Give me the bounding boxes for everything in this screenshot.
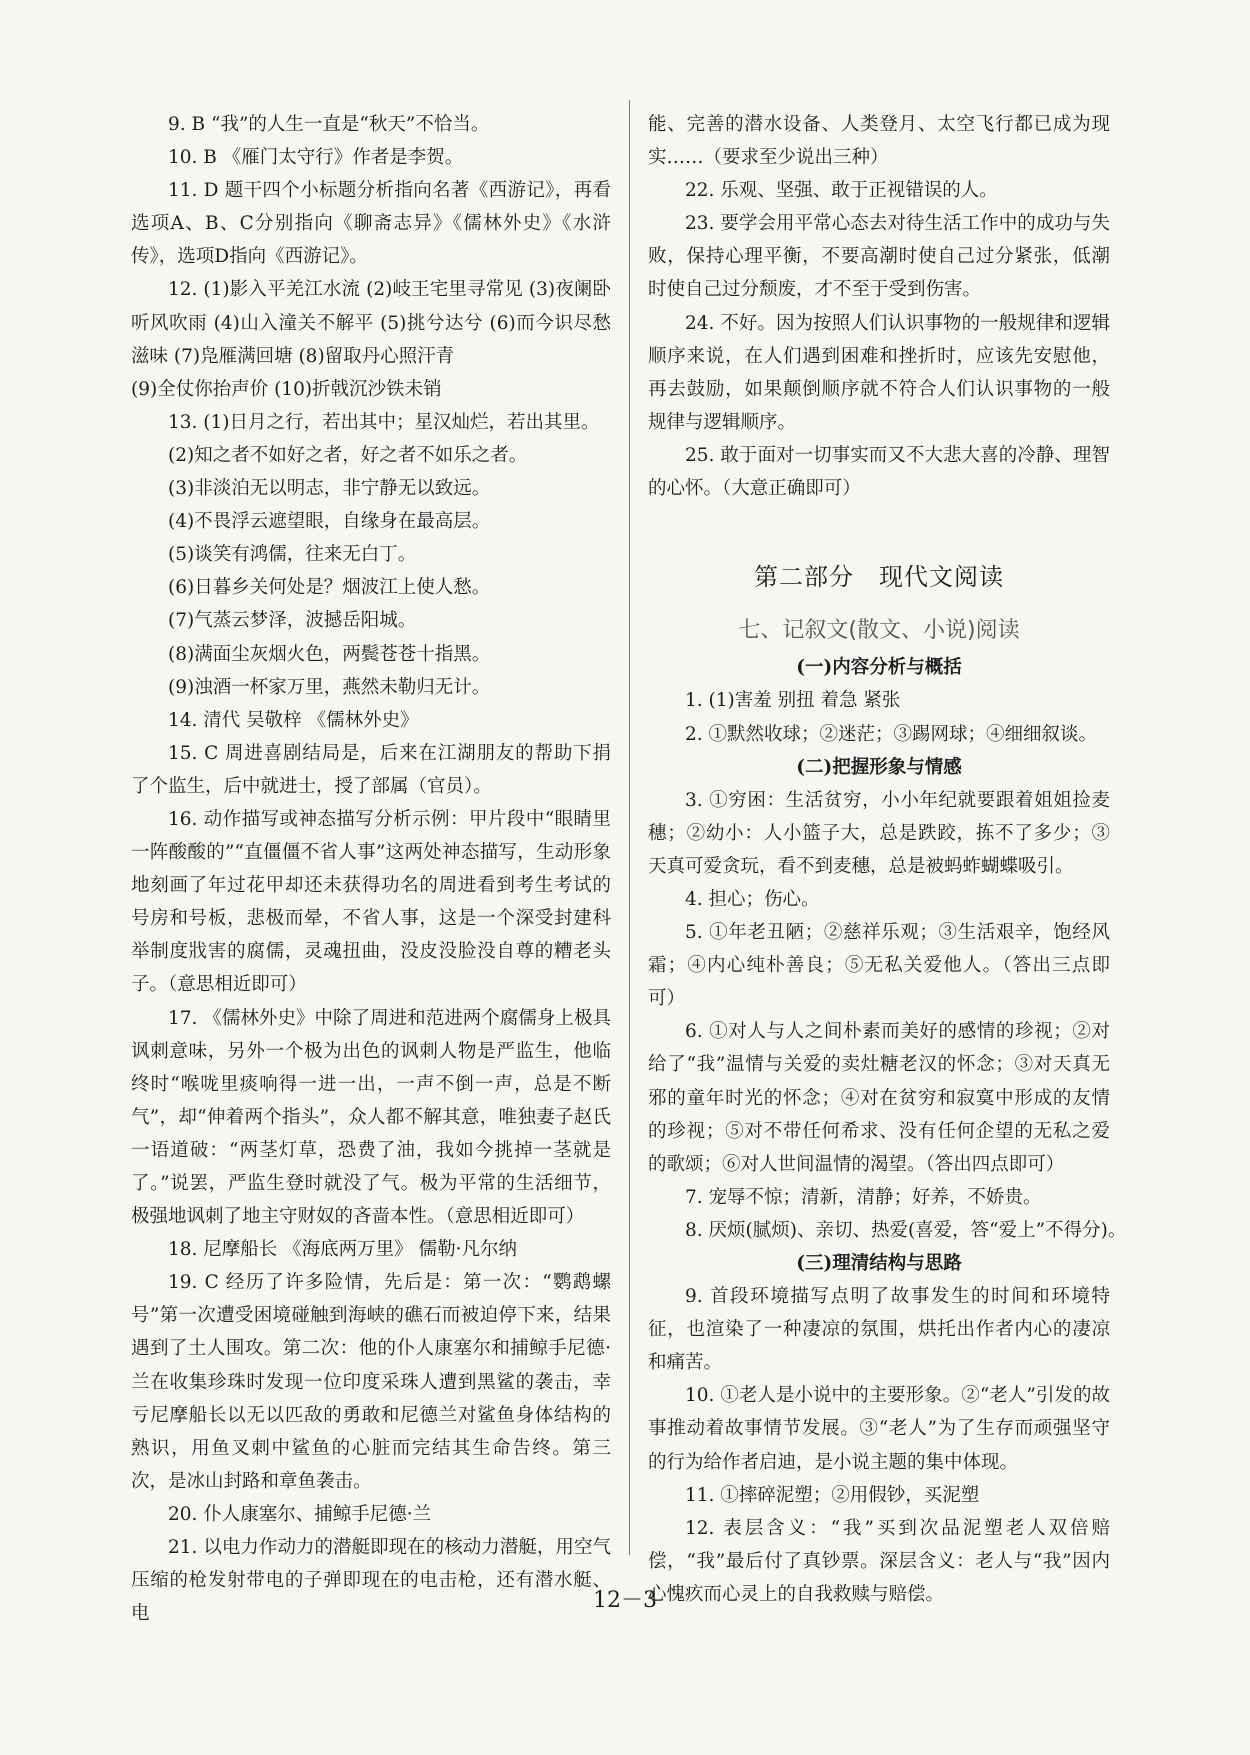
answer-paragraph: 12. (1)影入平羌江水流 (2)岐王宅里寻常见 (3)夜阑卧听风吹雨 (4)山入潼关不解平 (5)挑兮达兮 (6)而今识尽愁滋味 (7)凫雁满回塘 (8)留取丹心照汗青 xyxy=(131,279,611,367)
answer-paragraph: 22. 乐观、坚强、敢于正视错误的人。 xyxy=(685,180,998,202)
answer-paragraph: 9. 首段环境描写点明了故事发生的时间和环境特征，也渲染了一种凄凉的氛围，烘托出作者内心的凄凉和痛苦。 xyxy=(648,1286,1110,1374)
answer-paragraph: 2. ①默然收球；②迷茫；③踢网球；④细细叙谈。 xyxy=(685,723,1098,745)
answer-paragraph: 能、完善的潜水设备、人类登月、太空飞行都已成为现实……（要求至少说出三种） xyxy=(648,114,1110,169)
answer-paragraph: (4)不畏浮云遮望眼，自缘身在最高层。 xyxy=(168,511,491,533)
answer-paragraph: (5)谈笑有鸿儒，往来无白丁。 xyxy=(168,544,417,566)
column-divider xyxy=(629,100,630,1555)
answer-paragraph: 10. ①老人是小说中的主要形象。②“老人”引发的故事推动着故事情节发展。③“老人”为了生存而顽强坚守的行为给作者启迪，是小说主题的集中体现。 xyxy=(648,1385,1110,1473)
answer-paragraph: 18. 尼摩船长 《海底两万里》 儒勒·凡尔纳 xyxy=(168,1239,517,1261)
answer-paragraph: 13. (1)日月之行，若出其中；星汉灿烂，若出其里。 xyxy=(168,411,600,433)
answer-paragraph: 17. 《儒林外史》中除了周进和范进两个腐儒身上极具讽刺意味，另外一个极为出色的讽刺人物是严监生，他临终时“喉咙里痰响得一进一出，一声不倒一声，总是不断气”，却“伸着两个指头”，众人都不解其意，唯独妻子赵氏一语道破：“两茎灯草，恐费了油，我如今挑掉一茎就是了。”说罢，严监生登时就没了气。极为平常的生活细节，极强地讽刺了地主守财奴的吝啬本性。（意思相近即可） xyxy=(131,1007,611,1228)
answer-paragraph: 4. 担心；伤心。 xyxy=(685,888,820,910)
answer-paragraph: 21. 以电力作动力的潜艇即现在的核动力潜艇，用空气压缩的枪发射带电的子弹即现在的电击枪，还有潜水艇、电 xyxy=(131,1537,611,1625)
answer-paragraph: 16. 动作描写或神态描写分析示例：甲片段中“眼睛里一阵酸酸的”“直僵僵不省人事”这两处神态描写，生动形象地刻画了年过花甲却还未获得功名的周进看到考生考试的号房和号板，悲极而晕，不省人事，这是一个深受封建科举制度戕害的腐儒，灵魂扭曲，没皮没脸没自尊的糟老头子。（意思相近即可） xyxy=(131,808,611,996)
answer-paragraph: 10. B 《雁门太守行》作者是李贺。 xyxy=(168,147,464,169)
answer-paragraph: 20. 仆人康塞尔、捕鲸手尼德·兰 xyxy=(168,1503,432,1525)
answer-paragraph: 6. ①对人与人之间朴素而美好的感情的珍视；②对给了“我”温情与关爱的卖灶糖老汉的怀念；③对天真无邪的童年时光的怀念；④对在贫穷和寂寞中形成的友情的珍视；⑤对不带任何希求、没有任何企望的无私之爱的歌颂；⑥对人世间温情的渴望。（答出四点即可） xyxy=(648,1021,1110,1175)
answer-paragraph: 3. ①穷困：生活贫穷，小小年纪就要跟着姐姐捡麦穗；②幼小：人小篮子大，总是跌跤，拣不了多少；③天真可爱贪玩，看不到麦穗，总是被蚂蚱蝴蝶吸引。 xyxy=(648,789,1110,877)
left-column xyxy=(131,108,611,1630)
page-number: 12－3 xyxy=(593,1588,657,1613)
answer-paragraph: 25. 敢于面对一切事实而又不大悲大喜的冷静、理智的心怀。（大意正确即可） xyxy=(648,444,1110,500)
subsection-title: (三)理清结构与思路 xyxy=(796,1253,962,1274)
answer-paragraph: 12. 表层含义：“我”买到次品泥塑老人双倍赔偿，“我”最后付了真钞票。深层含义：老人与“我”因内心愧疚而心灵上的自我救赎与赔偿。 xyxy=(648,1517,1110,1605)
answer-paragraph: 1. (1)害羞 别扭 着急 紧张 xyxy=(685,690,901,712)
answer-paragraph: 14. 清代 吴敬梓 《儒林外史》 xyxy=(168,709,419,731)
part-title: 第二部分 现代文阅读 xyxy=(754,563,1004,592)
answer-paragraph: 19. C 经历了许多险情，先后是：第一次：“鹦鹉螺号”第一次遭受困境碰触到海峡的礁石而被迫停下来，结果遇到了土人围攻。第二次：他的仆人康塞尔和捕鲸手尼德·兰在收集珍珠时发现一位印度采珠人遭到黑鲨的袭击，幸亏尼摩船长以无以匹敌的勇敢和尼德兰对鲨鱼身体结构的熟识，用鱼叉刺中鲨鱼的心脏而完结其生命告终。第三次，是冰山封路和章鱼袭击。 xyxy=(131,1272,611,1492)
answer-paragraph: 5. ①年老丑陋；②慈祥乐观；③生活艰辛，饱经风霜；④内心纯朴善良；⑤无私关爱他人。（答出三点即可） xyxy=(648,922,1110,1010)
answer-paragraph: 11. D 题干四个小标题分析指向名著《西游记》，再看选项A、B、C分别指向《聊斋志异》《儒林外史》《水浒传》，选项D指向《西游记》。 xyxy=(131,180,611,268)
answer-paragraph: (6)日暮乡关何处是？烟波江上使人愁。 xyxy=(168,577,491,599)
answer-paragraph: (9)浊酒一杯家万里，燕然未勒归无计。 xyxy=(168,676,491,698)
answer-paragraph: (3)非淡泊无以明志，非宁静无以致远。 xyxy=(168,478,491,500)
subsection-title: (一)内容分析与概括 xyxy=(796,657,962,679)
answer-paragraph: 15. C 周进喜剧结局是，后来在江湖朋友的帮助下捐了个监生，后中就进士，授了部属（官员）。 xyxy=(131,742,611,797)
answer-paragraph: 23. 要学会用平常心态去对待生活工作中的成功与失败，保持心理平衡，不要高潮时使自己过分紧张，低潮时使自己过分颓废，才不至于受到伤害。 xyxy=(648,213,1110,301)
answer-paragraph: (2)知之者不如好之者，好之者不如乐之者。 xyxy=(168,444,528,466)
answer-paragraph: (8)满面尘灰烟火色，两鬓苍苍十指黑。 xyxy=(168,643,491,665)
right-column xyxy=(648,108,1127,1611)
answer-paragraph: 7. 宠辱不惊；清新，清静；好养，不娇贵。 xyxy=(685,1186,1042,1208)
answer-paragraph: 8. 厌烦(腻烦)、亲切、热爱(喜爱，答“爱上”不得分)。 xyxy=(685,1219,1127,1241)
subsection-title: (二)把握形象与情感 xyxy=(796,756,962,778)
answer-paragraph: 11. ①摔碎泥塑；②用假钞，买泥塑 xyxy=(685,1484,980,1506)
section-title: 七、记叙文(散文、小说)阅读 xyxy=(738,618,1020,644)
answer-paragraph: (7)气蒸云梦泽，波撼岳阳城。 xyxy=(168,610,417,632)
answer-paragraph: 24. 不好。因为按照人们认识事物的一般规律和逻辑顺序来说，在人们遇到困难和挫折时，应该先安慰他，再去鼓励，如果颠倒顺序就不符合人们认识事物的一般规律与逻辑顺序。 xyxy=(648,312,1110,433)
answer-paragraph: (9)全仗你抬声价 (10)折戟沉沙铁未销 xyxy=(131,378,442,400)
answer-paragraph: 9. B “我”的人生一直是“秋天”不恰当。 xyxy=(168,114,490,135)
